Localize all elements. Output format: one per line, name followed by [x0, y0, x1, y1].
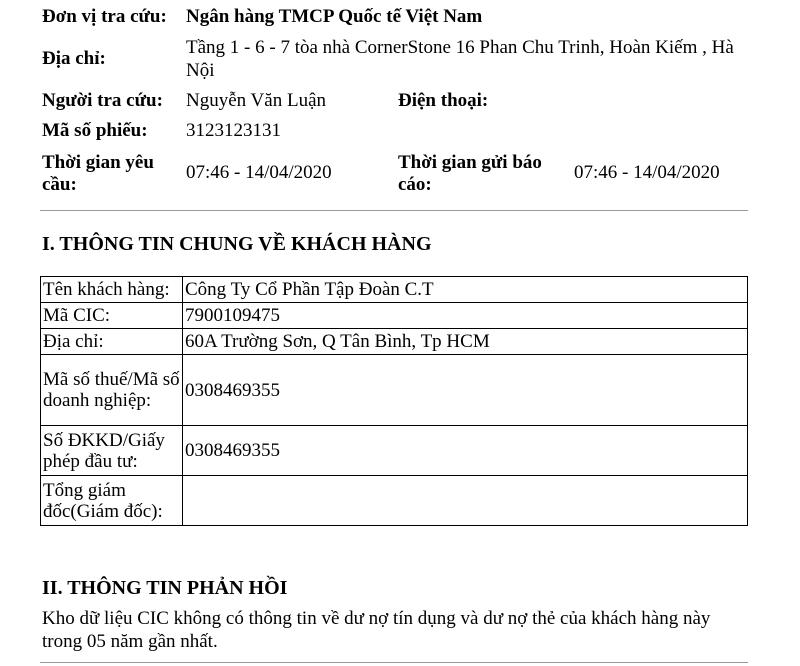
- section1-title: I. THÔNG TIN CHUNG VỀ KHÁCH HÀNG: [42, 233, 432, 255]
- requester-label: Người tra cứu:: [42, 90, 163, 111]
- row-value: 7900109475: [183, 303, 748, 329]
- feedback-text: Kho dữ liệu CIC không có thông tin về dư nợ tín dụng và dư nợ thẻ của khách hàng này trong 05 năm gần nhất.: [42, 608, 711, 652]
- ticket-label: Mã số phiếu:: [42, 120, 148, 141]
- table-row: [41, 329, 748, 355]
- table-row: [41, 355, 748, 426]
- row-value: 0308469355: [183, 355, 748, 426]
- row-label: Mã CIC:: [41, 303, 183, 329]
- report-time-label: Thời gian gửi báo cáo:: [398, 152, 542, 195]
- request-time-label: Thời gian yêu cầu:: [42, 152, 154, 195]
- phone-label: Điện thoại:: [398, 90, 489, 111]
- table-row: [41, 426, 748, 476]
- report-time-value: 07:46 - 14/04/2020: [574, 162, 720, 183]
- unit-value: Ngân hàng TMCP Quốc tế Việt Nam: [186, 6, 483, 27]
- address-value: Tầng 1 - 6 - 7 tòa nhà CornerStone 16 Phan Chu Trinh, Hoàn Kiếm , Hà Nội: [186, 37, 734, 81]
- row-label: Địa chỉ:: [41, 329, 183, 355]
- row-label: Tổng giám đốc(Giám đốc):: [41, 476, 183, 526]
- table-row: [41, 277, 748, 303]
- row-value: 60A Trường Sơn, Q Tân Bình, Tp HCM: [183, 329, 748, 355]
- unit-label: Đơn vị tra cứu:: [42, 6, 167, 27]
- address-label: Địa chỉ:: [42, 48, 106, 69]
- ticket-value: 3123123131: [186, 120, 281, 141]
- footer-divider: [40, 662, 748, 663]
- header-divider: [40, 210, 748, 211]
- row-label: Mã số thuế/Mã số doanh nghiệp:: [41, 355, 183, 426]
- row-value: Công Ty Cổ Phần Tập Đoàn C.T: [183, 277, 748, 303]
- requester-value: Nguyễn Văn Luận: [186, 90, 327, 111]
- row-value: [183, 476, 748, 526]
- request-time-value: 07:46 - 14/04/2020: [186, 162, 332, 183]
- row-label: Số ĐKKD/Giấy phép đầu tư:: [41, 426, 183, 476]
- row-value: 0308469355: [183, 426, 748, 476]
- row-label: Tên khách hàng:: [41, 277, 183, 303]
- table-row: [41, 476, 748, 526]
- customer-info-table: [40, 276, 748, 526]
- table-row: [41, 303, 748, 329]
- section2-title: II. THÔNG TIN PHẢN HỒI: [42, 577, 288, 599]
